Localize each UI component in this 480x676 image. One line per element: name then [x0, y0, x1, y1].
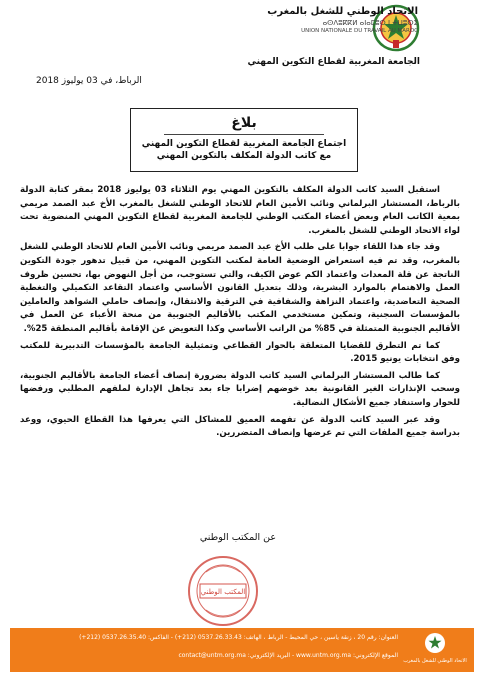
place-date: الرباط، في 03 يوليوز 2018	[36, 76, 142, 86]
org-name-tifinagh: ⴰⵙⴷⵓⴽⴽⵍ ⴰⵏⴰⵎⵓⵔ ⵏ ⵜⵡⵓⵔⵉ	[322, 19, 418, 27]
org-name-ar: الاتحاد الوطني للشغل بالمغرب	[267, 6, 418, 17]
title-box	[130, 108, 358, 172]
paragraph-4: كما طالب المستشار البرلماني السيد كاتب الدولة بضرورة إنصاف أعضاء الجامعة بالأقاليم الجنوبية، وسحب الإنذارات الغير القانونية بعد خوضهم إضرابا جاء بعد تجاهل الإدارة لملفهم المطلبي ورفضها للحوار واستنفاد جميع الأشكال النضالية.	[20, 370, 460, 408]
title-line-2: مع كاتب الدولة المكلف بالتكوين المهني	[156, 151, 332, 161]
stamp-seal-icon	[186, 554, 260, 628]
signoff: عن المكتب الوطني	[199, 532, 277, 543]
body-text	[20, 184, 460, 444]
footer-org-name: الاتحاد الوطني للشغل بالمغرب	[403, 658, 467, 664]
footer-union-logo-icon	[424, 632, 446, 654]
paragraph-1: استقبل السيد كاتب الدولة المكلف بالتكوين المهني يوم الثلاثاء 03 يوليوز 2018 بمقر كتابة الدولة بالرباط، المستشار البرلماني ونائب الأمين العام للاتحاد الوطني للشغل بالمغرب الأخ عبد الصمد مريمي بمعية الكاتب العام وبعض أعضاء المكتب الوطني للجامعة المغربية لقطاع التكوين المهني المنضوية تحت لواء الاتحاد الوطني للشغل بالمغرب.	[20, 185, 460, 236]
document-title: بلاغ	[231, 115, 257, 131]
paragraph-2: وقد جاء هذا اللقاء جوابا على طلب الأخ عبد الصمد مريمي ونائب الأمين العام للاتحاد الوطني للشغل بالمغرب، وقد تم فيه استعراض الوضعية العامة لمكتب التكوين المهني، من قبيل تدهور جودة التكوين الناتجة عن قلة المعدات واعتماد الكم عوض الكيف، والتي تستوجب، من أجل النهوض بها، تحسين ظروف العمل والاهتمام بالموارد البشرية، وذلك بتعديل القانون الأساسي واعتماد التقاعد التكميلي والتغطية الصحية التعاضدية، واعتماد النزاهة والشفافية في الترقية والانتقال، وإنصاف حاملي الشواهد والعاملين بالمؤسسات السجنية، وتمكين مستخدمي المكتب بالأقاليم الجنوبية من منحة الأعباء عن العمل في الأقاليم الجنوبية المتمثلة في 85% من الراتب الأساسي وكذا التعويض عن الإقامة بأقاليم المنطقة 25%.	[20, 242, 460, 334]
footer-bar	[10, 628, 474, 672]
paragraph-3: كما تم التطرق للقضايا المتعلقة بالحوار القطاعي وتمثيلية الجامعة بالمؤسسات التدبيرية للمكتب وفق انتخابات يونيو 2015.	[20, 340, 460, 365]
org-header	[228, 6, 418, 35]
footer-logo	[402, 632, 468, 664]
footer-contact: الموقع الإلكتروني: www.untm.org.ma - البريد الإلكتروني: contact@untm.org.ma	[178, 652, 398, 659]
footer-address: العنوان: رقم 20 ، زنقة ياسين ، حي المحيط - الرباط ، الهاتف: 0537.26.33.43 (212+) - الفاكس: 0537.26.35.40 (212+)	[79, 634, 398, 641]
title-line-1: اجتماع الجامعة المغربية لقطاع التكوين المهني	[141, 139, 347, 149]
sub-organization: الجامعة المغربية لقطاع التكوين المهني	[247, 57, 420, 67]
stamp-text: المكتب الوطني	[200, 588, 246, 596]
org-name-fr: UNION NATIONALE DU TRAVAIL AU MAROC	[301, 28, 418, 34]
title-divider	[164, 134, 324, 135]
paragraph-5: وقد عبر السيد كاتب الدولة عن تفهمه العميق للمشاكل التي يعرفها هذا القطاع الحيوي، ووعد بدراسة جميع الملفات التي تم عرضها وإنصاف المتضررين.	[20, 414, 460, 439]
